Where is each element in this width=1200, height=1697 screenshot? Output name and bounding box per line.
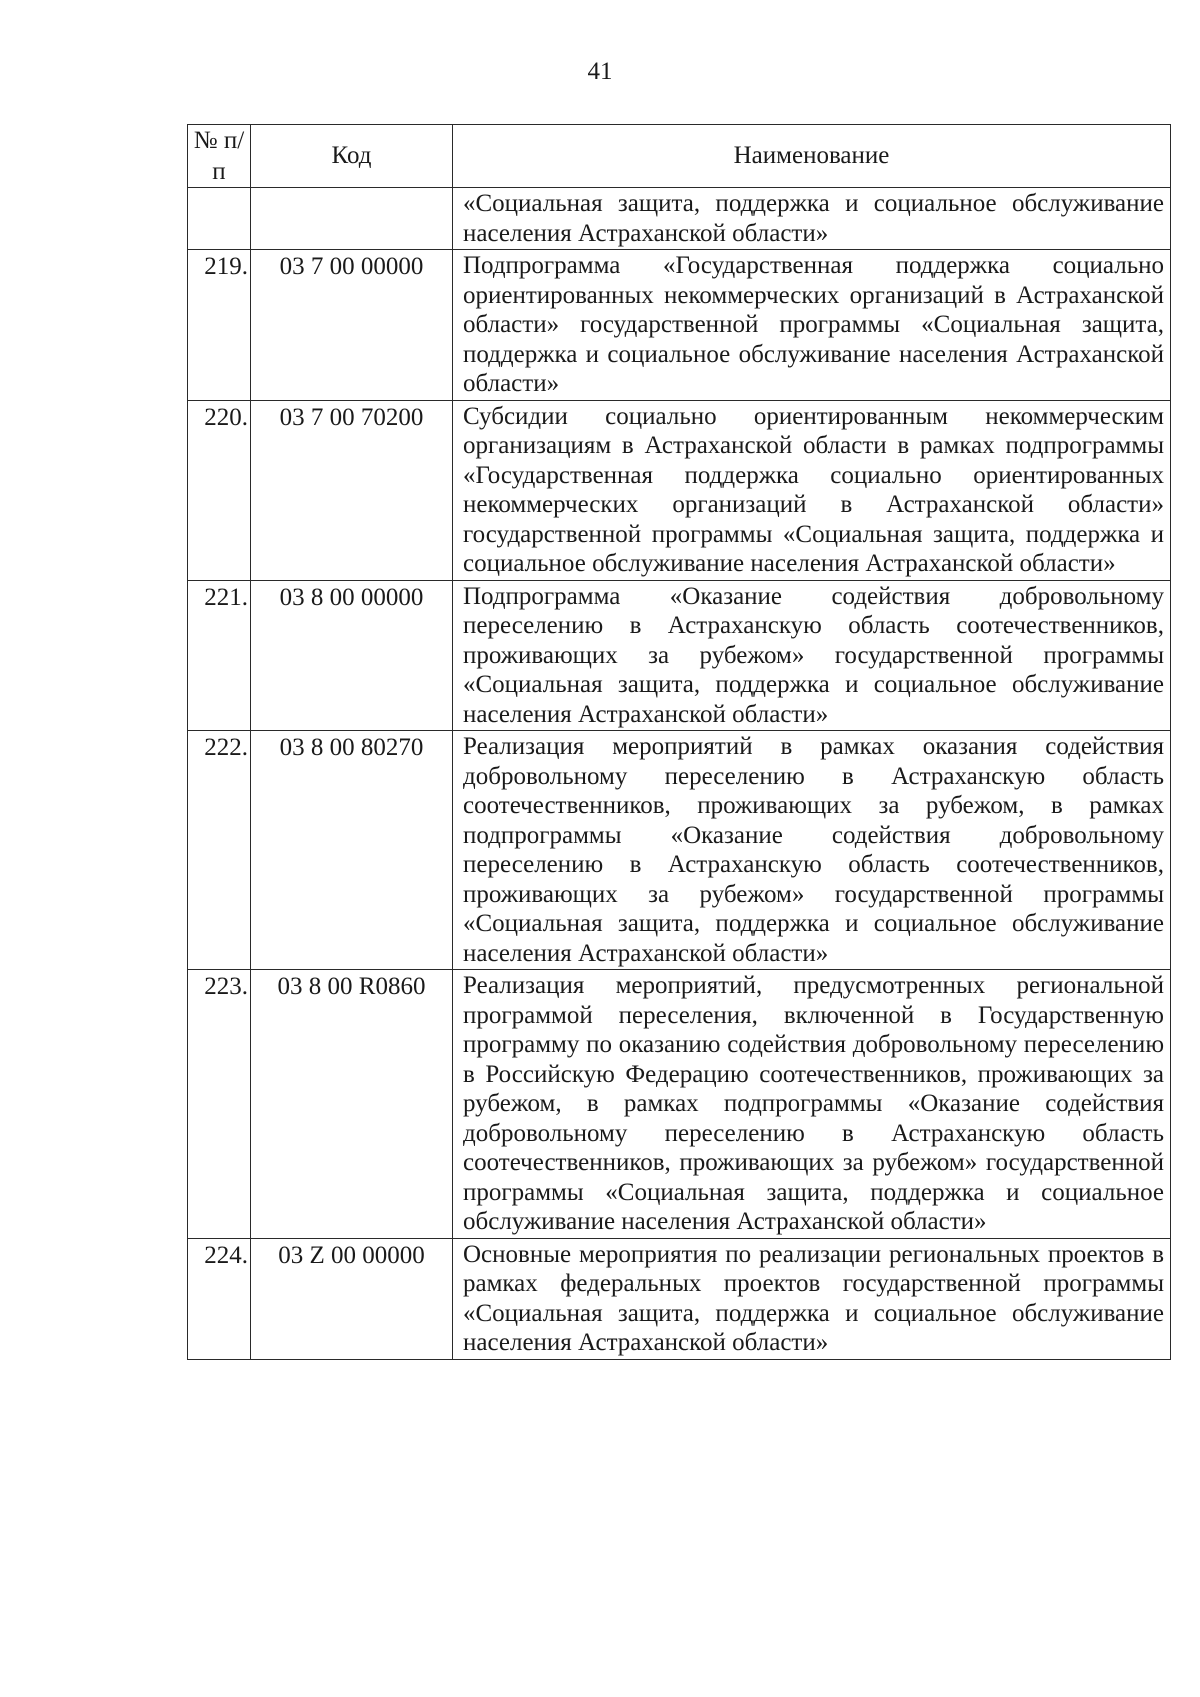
row-number: 219.: [188, 250, 251, 401]
table-row: [188, 400, 1171, 580]
table-row: [188, 580, 1171, 731]
budget-classification-table: [187, 124, 1171, 1360]
table-row: [188, 1238, 1171, 1359]
header-name: Наименование: [453, 125, 1171, 188]
row-name: Субсидии социально ориентированным некоммерческим организациям в Астраханской области в рамках подпрограммы «Государственная поддержка социально ориентированных некоммерческих организаций в Астраханской области» государственной программы «Социальная защита, поддержка и социальное обслуживание населения Астраханской области»: [453, 400, 1171, 580]
row-code: [251, 188, 453, 250]
row-code: 03 Z 00 00000: [251, 1238, 453, 1359]
row-code: 03 8 00 80270: [251, 731, 453, 970]
row-name: Реализация мероприятий в рамках оказания содействия добровольному переселению в Астраханскую область соотечественников, проживающих за рубежом, в рамках подпрограммы «Оказание содействия добровольному переселению в Астраханскую область соотечественников, проживающих за рубежом» государственной программы «Социальная защита, поддержка и социальное обслуживание населения Астраханской области»: [453, 731, 1171, 970]
table-header-row: [188, 125, 1171, 188]
row-code: 03 8 00 R0860: [251, 970, 453, 1239]
table-row: [188, 250, 1171, 401]
table-row: [188, 731, 1171, 970]
header-code: Код: [251, 125, 453, 188]
table-row: [188, 970, 1171, 1239]
row-number: 224.: [188, 1238, 251, 1359]
row-name: «Социальная защита, поддержка и социальное обслуживание населения Астраханской области»: [453, 188, 1171, 250]
row-name: Реализация мероприятий, предусмотренных региональной программой переселения, включенной в Государственную программу по оказанию содействия добровольному переселению в Российскую Федерацию соотечественников, проживающих за рубежом, в рамках подпрограммы «Оказание содействия добровольному переселению в Астраханскую область соотечественников, проживающих за рубежом» государственной программы «Социальная защита, поддержка и социальное обслуживание населения Астраханской области»: [453, 970, 1171, 1239]
row-name: Основные мероприятия по реализации региональных проектов в рамках федеральных проектов государственной программы «Социальная защита, поддержка и социальное обслуживание населения Астраханской области»: [453, 1238, 1171, 1359]
row-number: 222.: [188, 731, 251, 970]
row-code: 03 7 00 00000: [251, 250, 453, 401]
row-code: 03 7 00 70200: [251, 400, 453, 580]
header-number: № п/п: [188, 125, 251, 188]
row-name: Подпрограмма «Государственная поддержка социально ориентированных некоммерческих организаций в Астраханской области» государственной программы «Социальная защита, поддержка и социальное обслуживание населения Астраханской области»: [453, 250, 1171, 401]
row-number: 223.: [188, 970, 251, 1239]
page-number: 41: [587, 58, 613, 85]
row-code: 03 8 00 00000: [251, 580, 453, 731]
row-number: 221.: [188, 580, 251, 731]
row-number: [188, 188, 251, 250]
table-row: [188, 188, 1171, 250]
row-name: Подпрограмма «Оказание содействия добровольному переселению в Астраханскую область соотечественников, проживающих за рубежом» государственной программы «Социальная защита, поддержка и социальное обслуживание населения Астраханской области»: [453, 580, 1171, 731]
row-number: 220.: [188, 400, 251, 580]
